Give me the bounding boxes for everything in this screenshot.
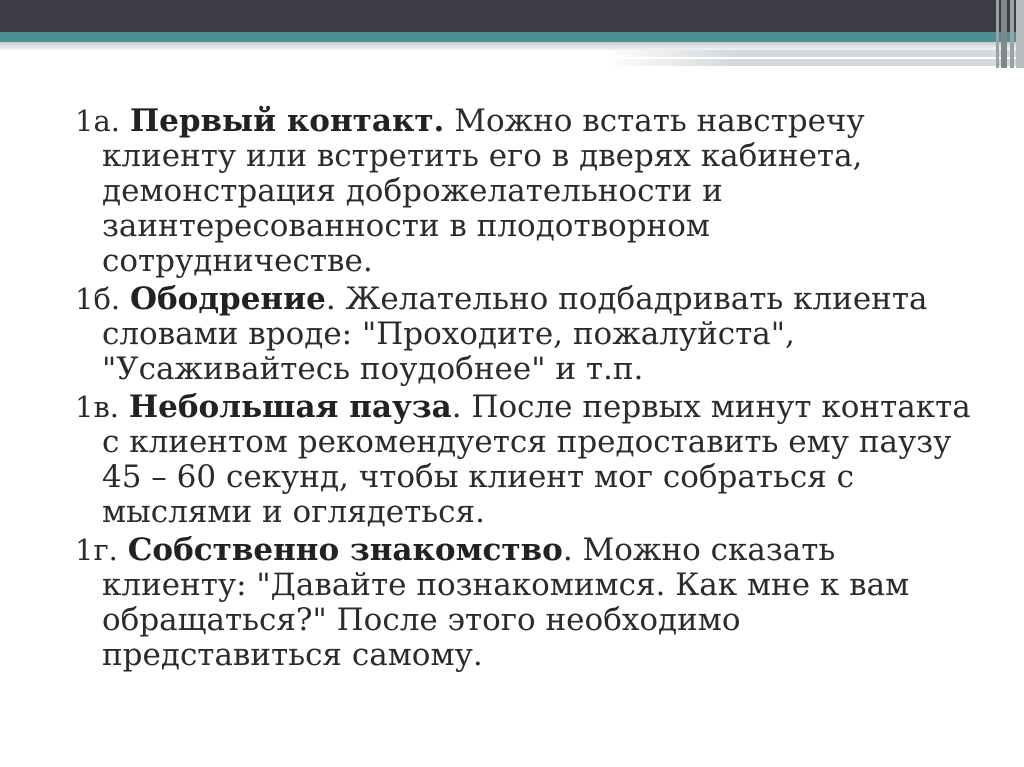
item-title: Ободрение — [130, 281, 326, 317]
item-number: 1а. — [75, 104, 120, 138]
item-text: . Можно сказать клиенту: "Давайте познакомимся. Как мне к вам обращаться?" После этого необходимо представиться самому. — [102, 532, 910, 673]
corner-ribbon — [1016, 0, 1024, 68]
slide-header-accent — [0, 32, 1024, 42]
list-item — [75, 282, 975, 387]
item-number: 1б. — [75, 282, 121, 316]
item-title: Первый контакт. — [129, 103, 445, 139]
item-title: Небольшая пауза — [128, 389, 452, 425]
item-title: Собственно знакомство — [127, 532, 563, 568]
item-number: 1в. — [75, 390, 119, 424]
list-item — [75, 390, 975, 530]
slide-header-shadow — [0, 42, 1024, 50]
list-item — [75, 533, 975, 673]
item-text: Можно встать навстречу клиенту или встретить его в дверях кабинета, демонстрация доброжелательности и заинтересованности в плодотворном сотрудничестве. — [102, 103, 865, 279]
corner-ribbon — [1001, 0, 1007, 68]
list-item — [75, 104, 975, 279]
item-text: . Желательно подбадривать клиента словами вроде: "Проходите, пожалуйста", "Усаживайтесь поудобнее" и т.п. — [102, 281, 928, 387]
corner-ribbon — [996, 0, 999, 68]
slide-header-stripe-line — [606, 57, 1024, 59]
slide-header-bar — [0, 0, 1024, 32]
slide-body — [75, 104, 975, 676]
item-text: . После первых минут контакта с клиентом рекомендуется предоставить ему паузу 45 – 60 секунд, чтобы клиент мог собраться с мыслями и оглядеться. — [102, 389, 971, 530]
corner-ribbon — [1010, 0, 1014, 68]
item-number: 1г. — [75, 533, 118, 567]
